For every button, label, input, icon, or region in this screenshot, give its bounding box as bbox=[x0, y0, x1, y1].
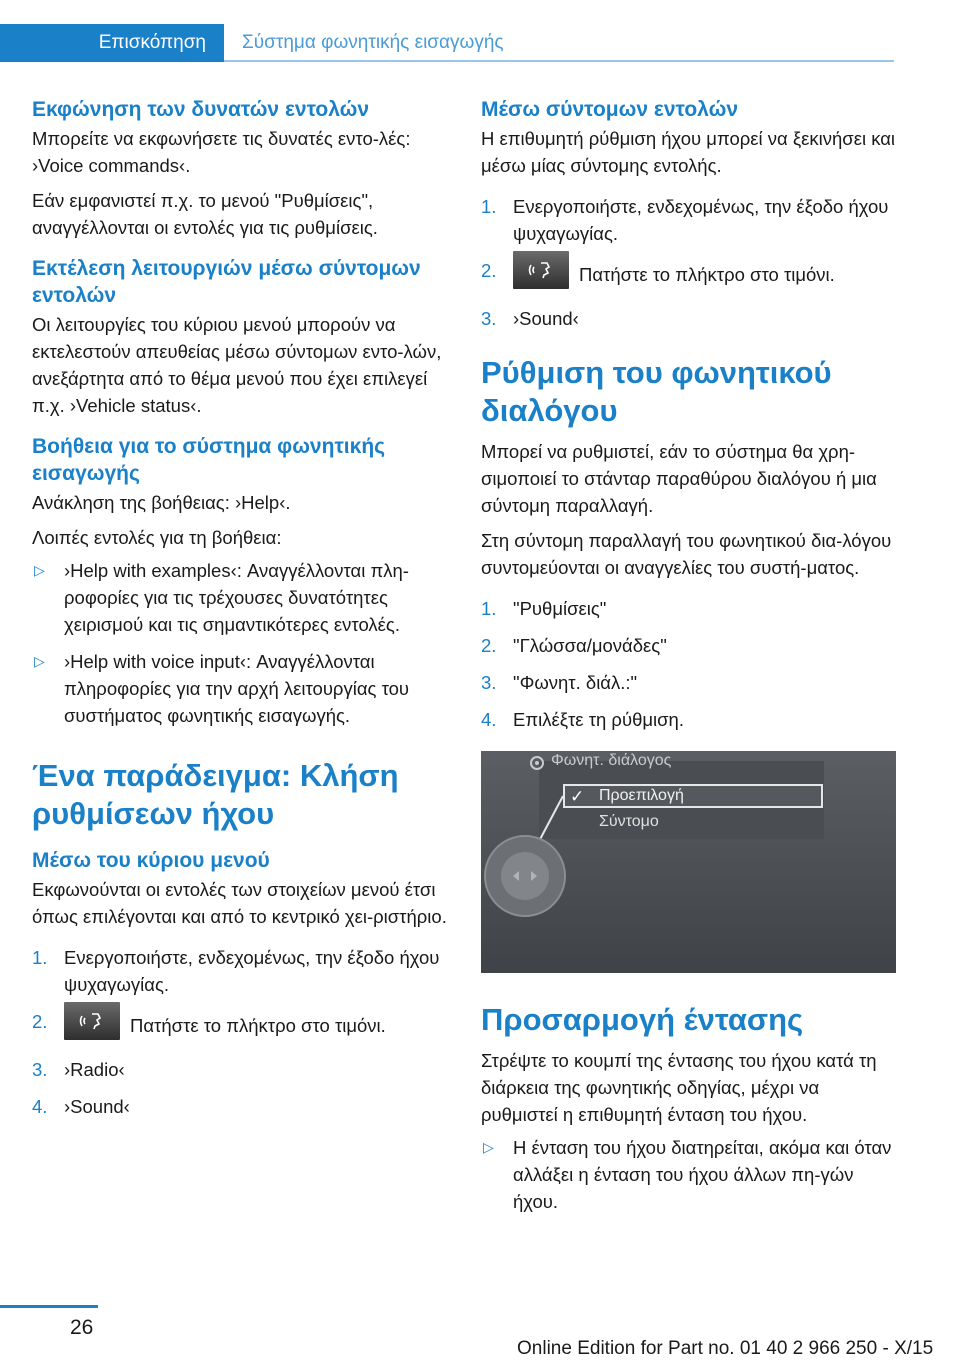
section-title: Εκφώνηση των δυνατών εντολών bbox=[32, 98, 370, 121]
page-number: 26 bbox=[70, 1316, 94, 1339]
paragraph: Μπορεί να ρυθμιστεί, εάν το σύστημα θα χρη-σιμοποιεί το στάνταρ παραθύρου διαλόγου ή μια σύντομη παραλλαγή. bbox=[481, 441, 877, 516]
chapter-title: Ένα παράδειγμα: Κλήση ρυθμίσεων ήχου bbox=[32, 758, 399, 831]
section-title: Εκτέλεση λειτουργιών μέσω σύντομων εντολών bbox=[32, 257, 421, 307]
tab-overview[interactable]: Επισκόπηση bbox=[0, 24, 224, 62]
idrive-screen-image bbox=[481, 751, 896, 973]
step-item: 2. Πατήστε το πλήκτρο στο τιμόνι. bbox=[32, 1008, 450, 1046]
controller-illustration bbox=[481, 751, 896, 973]
triangle-bullet-icon: ▷ bbox=[483, 1139, 494, 1155]
paragraph: Λοιπές εντολές για τη βοήθεια: bbox=[32, 527, 282, 548]
section-title: Μέσω σύντομων εντολών bbox=[481, 98, 738, 121]
voice-button-icon bbox=[64, 1002, 120, 1040]
chapter-title: Προσαρμογή έντασης bbox=[481, 1002, 804, 1037]
right-column bbox=[481, 96, 899, 1215]
step-item: 3. ›Radio‹ bbox=[32, 1059, 125, 1080]
bullet-item: ▷ ›Help with voice input‹: Αναγγέλλονται πληροφορίες για την αρχή λειτουργίας του συστήματος φωνητικής εισαγωγής. bbox=[32, 648, 450, 729]
voice-button-icon bbox=[513, 251, 569, 289]
header-divider bbox=[224, 60, 894, 62]
step-item: 1. Ενεργοποιήστε, ενδεχομένως, την έξοδο ήχου ψυχαγωγίας. bbox=[32, 947, 440, 995]
step-item: 1. Ενεργοποιήστε, ενδεχομένως, την έξοδο ήχου ψυχαγωγίας. bbox=[481, 196, 889, 244]
triangle-bullet-icon: ▷ bbox=[34, 653, 45, 669]
option-short[interactable]: Σύντομο bbox=[599, 813, 659, 830]
paragraph: Εκφωνούνται οι εντολές των στοιχείων μενού έτσι όπως επιλέγονται και από το κεντρικό χει-ριστήριο. bbox=[32, 879, 447, 927]
triangle-bullet-icon: ▷ bbox=[34, 562, 45, 578]
left-column bbox=[32, 96, 450, 1120]
step-item: 1. "Ρυθμίσεις" bbox=[481, 598, 607, 619]
section-title: Βοήθεια για το σύστημα φωνητικής εισαγωγής bbox=[32, 435, 386, 485]
step-item: 3. "Φωνητ. διάλ.:" bbox=[481, 672, 638, 693]
paragraph: Μπορείτε να εκφωνήσετε τις δυνατές εντο-λές: ›Voice commands‹. bbox=[32, 128, 411, 176]
check-icon: ✓ bbox=[570, 787, 585, 806]
screen-title: Φωνητ. διάλογος bbox=[551, 752, 672, 769]
step-item: 4. Επιλέξτε τη ρύθμιση. bbox=[481, 709, 684, 730]
paragraph: Στη σύντομη παραλλαγή του φωνητικού δια-λόγου συντομεύονται οι αναγγελίες του συστή-ματος. bbox=[481, 530, 892, 578]
paragraph: Ανάκληση της βοήθειας: ›Help‹. bbox=[32, 492, 291, 513]
bullet-item: ▷ Η ένταση του ήχου διατηρείται, ακόμα και όταν αλλάξει η ένταση του ήχου άλλων πη-γών ήχου. bbox=[481, 1134, 899, 1215]
paragraph: Στρέψτε το κουμπί της έντασης του ήχου κατά τη διάρκεια της φωνητικής οδηγίας, μέχρι να ρυθμιστεί η επιθυμητή ένταση του ήχου. bbox=[481, 1050, 877, 1125]
step-item: 2. "Γλώσσα/μονάδες" bbox=[481, 635, 667, 656]
step-item: 4. ›Sound‹ bbox=[32, 1096, 130, 1117]
footer-divider bbox=[0, 1305, 98, 1308]
step-item: 2. Πατήστε το πλήκτρο στο τιμόνι. bbox=[481, 257, 899, 295]
online-edition-note: Online Edition for Part no. 01 40 2 966 250 - X/15 bbox=[517, 1338, 934, 1359]
option-default[interactable]: Προεπιλογή bbox=[599, 787, 684, 804]
paragraph: Η επιθυμητή ρύθμιση ήχου μπορεί να ξεκινήσει και μέσω μίας σύντομης εντολής. bbox=[481, 128, 896, 176]
paragraph: Οι λειτουργίες του κύριου μενού μπορούν να εκτελεστούν απευθείας μέσω σύντομων εντο-λών, ανεξάρτητα από το θέμα μενού που έχει επιλεγεί π.χ. ›Vehicle status‹. bbox=[32, 314, 442, 416]
page-header bbox=[0, 0, 960, 62]
bullet-item: ▷ ›Help with examples‹: Αναγγέλλονται πλη-ροφορίες για τις τρέχουσες δυνατότητες χειρισμού και τις σημαντικότερες εντολές. bbox=[32, 557, 450, 638]
section-title: Μέσω του κύριου μενού bbox=[32, 849, 270, 872]
tab-voice-system[interactable]: Σύστημα φωνητικής εισαγωγής bbox=[242, 32, 504, 53]
paragraph: Εάν εμφανιστεί π.χ. το μενού "Ρυθμίσεις", αναγγέλλονται οι εντολές για τις ρυθμίσεις. bbox=[32, 190, 378, 238]
step-item: 3. ›Sound‹ bbox=[481, 308, 579, 329]
chapter-title: Ρύθμιση του φωνητικού διαλόγου bbox=[481, 355, 832, 428]
